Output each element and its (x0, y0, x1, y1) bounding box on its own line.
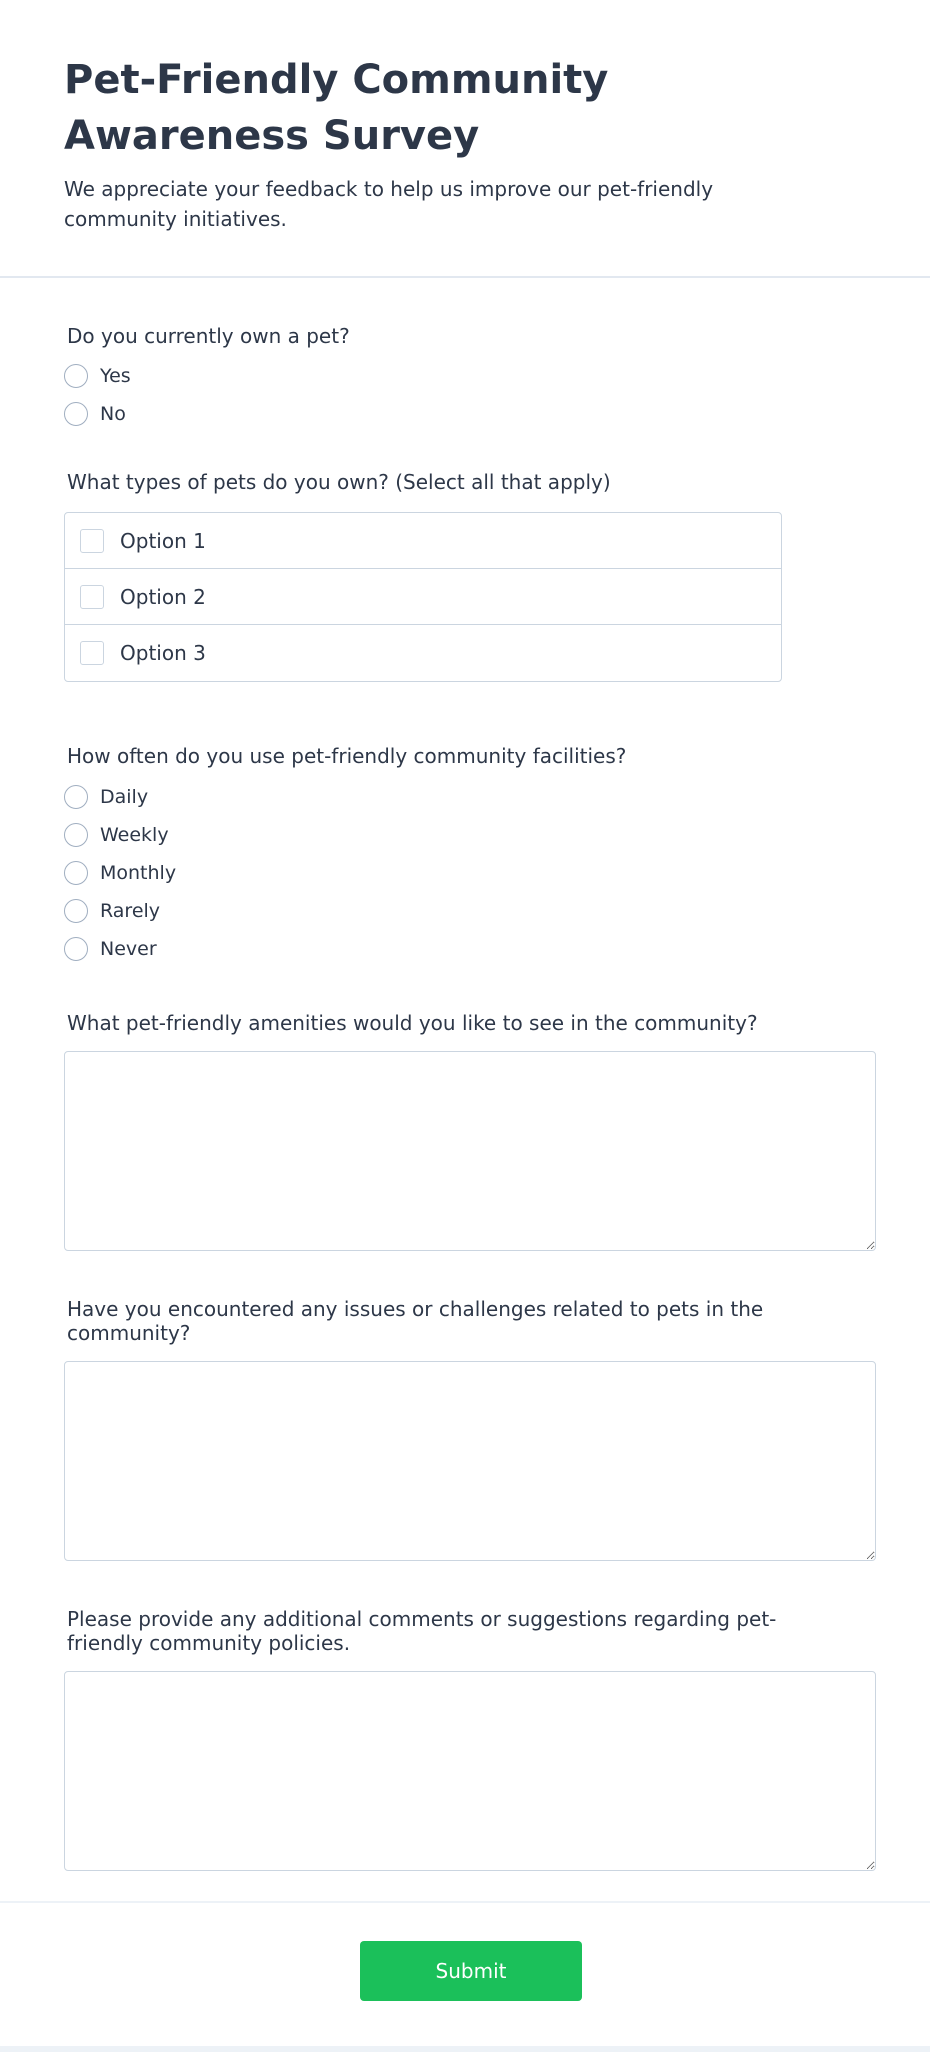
radio-group-own-pet (64, 364, 866, 426)
radio-option-never[interactable] (64, 937, 866, 961)
question-own-pet (64, 324, 866, 426)
question-label: Please provide any additional comments or suggestions regarding pet-friendly community policies. (67, 1607, 777, 1655)
amenities-textarea[interactable] (64, 1051, 876, 1251)
checkbox[interactable] (80, 529, 104, 553)
radio-option-weekly[interactable] (64, 823, 866, 847)
question-label: Have you encountered any issues or challenges related to pets in the community? (67, 1297, 764, 1345)
radio-button[interactable] (64, 861, 88, 885)
radio-label: Never (100, 938, 157, 960)
radio-option-monthly[interactable] (64, 861, 866, 885)
radio-label: Monthly (100, 862, 177, 884)
question-facility-usage (64, 744, 866, 961)
radio-option-no[interactable] (64, 402, 866, 426)
radio-button[interactable] (64, 402, 88, 426)
radio-label: Yes (100, 365, 131, 387)
question-amenities (64, 1011, 866, 1251)
submit-button[interactable]: Submit (360, 1941, 582, 2001)
question-pet-types (64, 470, 866, 682)
page-subtitle: We appreciate your feedback to help us improve our pet-friendly community initiatives. (64, 177, 714, 231)
checkbox[interactable] (80, 585, 104, 609)
question-label: Do you currently own a pet? (67, 324, 350, 348)
checkbox-label: Option 3 (120, 641, 206, 665)
radio-option-daily[interactable] (64, 785, 866, 809)
checkbox-option-1[interactable] (65, 513, 781, 569)
radio-option-rarely[interactable] (64, 899, 866, 923)
radio-label: Weekly (100, 824, 169, 846)
form-footer (0, 1901, 930, 2052)
checkbox-option-2[interactable] (65, 569, 781, 625)
radio-button[interactable] (64, 823, 88, 847)
issues-textarea[interactable] (64, 1361, 876, 1561)
radio-label: Daily (100, 786, 149, 808)
radio-button[interactable] (64, 937, 88, 961)
radio-button[interactable] (64, 785, 88, 809)
radio-button[interactable] (64, 364, 88, 388)
question-issues (64, 1297, 866, 1561)
checkbox[interactable] (80, 641, 104, 665)
radio-label: No (100, 403, 126, 425)
question-comments (64, 1607, 866, 1871)
bottom-divider (0, 2046, 930, 2052)
radio-option-yes[interactable] (64, 364, 866, 388)
question-label: How often do you use pet-friendly community facilities? (67, 744, 627, 768)
page-title: Pet-Friendly Community Awareness Survey (64, 57, 609, 159)
checkbox-group-pet-types (64, 512, 782, 682)
checkbox-option-3[interactable] (65, 625, 781, 681)
survey-form (0, 278, 930, 1871)
checkbox-label: Option 1 (120, 528, 206, 553)
radio-group-facility-usage (64, 785, 866, 961)
comments-textarea[interactable] (64, 1671, 876, 1871)
question-label: What pet-friendly amenities would you like to see in the community? (67, 1011, 758, 1035)
question-label: What types of pets do you own? (Select all that apply) (67, 470, 611, 494)
survey-header (0, 0, 930, 278)
radio-button[interactable] (64, 899, 88, 923)
checkbox-label: Option 2 (120, 584, 206, 609)
radio-label: Rarely (100, 900, 161, 922)
